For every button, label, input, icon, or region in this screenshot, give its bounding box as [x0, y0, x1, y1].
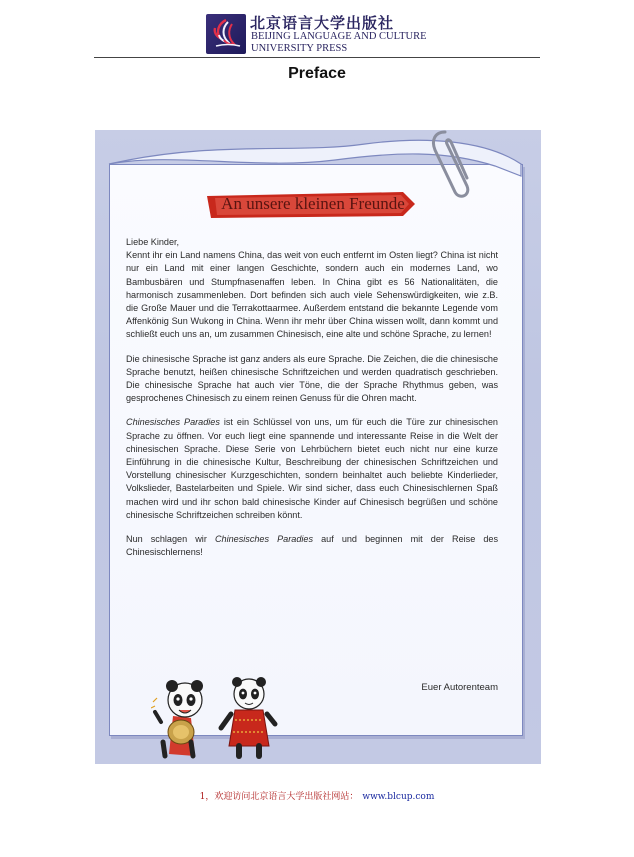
- publisher-website-link[interactable]: www.blcup.com: [362, 792, 435, 802]
- panda-mascots-illustration: [151, 672, 287, 760]
- publisher-name-line-2: UNIVERSITY PRESS: [251, 43, 348, 54]
- letter-paragraph-1: Kennt ihr ein Land namens China, das weit von euch entfernt im Osten liegt? China ist nicht nur ein Land mit einer langen Geschichte, sondern auch ein modernes Land, wo Bambusbären und Stumpfnasenaffen leben. In China gibt es 56 Nationalitäten, die harmonisch zusammenleben. Dort befinden sich auch viele Sehenswürdigkeiten, wie z.B. die Große Mauer und die Terrakottaarmee. Außerdem entstand die bekannte Legende vom Affenkönig Sun Wukong in China. Wenn ihr mehr über China wissen wollt, dann kommt und schließt euch uns an, um zusammen Chinesisch, eine alte und schöne Sprache, zu lernen!: [126, 250, 498, 340]
- panda-in-red-dress-icon: [221, 677, 275, 756]
- header-divider: [94, 57, 540, 58]
- letter-paragraph-4: [126, 533, 498, 559]
- letter-paragraph-3: [126, 416, 498, 522]
- book-title: Chinesisches Paradies: [214, 534, 314, 545]
- book-title: Chinesisches Paradies: [126, 417, 220, 428]
- letter-signature: Euer Autorenteam: [421, 682, 498, 693]
- letter-heading: An unsere kleinen Freunde: [221, 194, 405, 213]
- letter-body: [126, 236, 498, 570]
- letter-paragraph-2: Die chinesische Sprache ist ganz anders als eure Sprache. Die Zeichen, die die chinesische Sprache benutzt, heißen chinesische Schriftzeichen und werden quadratisch geschrieben. Die chinesische Sprache hat auch vier Töne, die der Sprache Rhythmus geben, was gesprochenes Chinesisch zu einem reinen Genuss für die Ohren macht.: [126, 353, 498, 404]
- paper-clip-icon: [425, 130, 475, 200]
- page-footer: [0, 789, 634, 802]
- letter-greeting: Liebe Kinder,: [126, 237, 180, 247]
- paragraph-4-text: auf und beginnen mit der Reise des Chinesischlernens!: [126, 534, 498, 558]
- publisher-name-line-1: BEIJING LANGUAGE AND CULTURE: [251, 31, 427, 42]
- publisher-header: [0, 0, 634, 58]
- bird-logo-icon: [206, 14, 246, 54]
- scanned-book-page: [95, 130, 541, 764]
- footer-text: 1，欢迎访问北京语言大学出版社网站：: [199, 792, 359, 802]
- paragraph-3-text: ist ein Schlüssel von uns, um für euch die Türe zur chinesischen Sprache zu öffnen. Vor euch liegt eine spannende und interessante Reise in die Welt der chinesischen Sprache. Diese Serie von Lehrbüchern bietet euch nicht nur eine kurze Einführung in die chinesische Kultur, Beschreibung der chinesischen Schriftzeichen und Vorstellung chinesischer Kurzgeschichten, sondern beinhaltet auch beliebte Kinderlieder, Volkslieder, Bastelarbeiten und Spiele. Wir sind sicher, dass euch Chinesischlernen Spaß machen wird und ihr schon bald chinesische Kinder auf Chinesisch begrüßen und schöne chinesische Schriftzeichen schreiben könnt.: [126, 417, 498, 520]
- panda-with-drum-icon: [151, 680, 203, 756]
- publisher-name-chinese: 北京语言大学出版社: [250, 14, 395, 32]
- paragraph-4-intro: Nun schlagen wir: [126, 534, 215, 545]
- page-title: Preface: [288, 65, 346, 82]
- publisher-name-english: [251, 31, 451, 55]
